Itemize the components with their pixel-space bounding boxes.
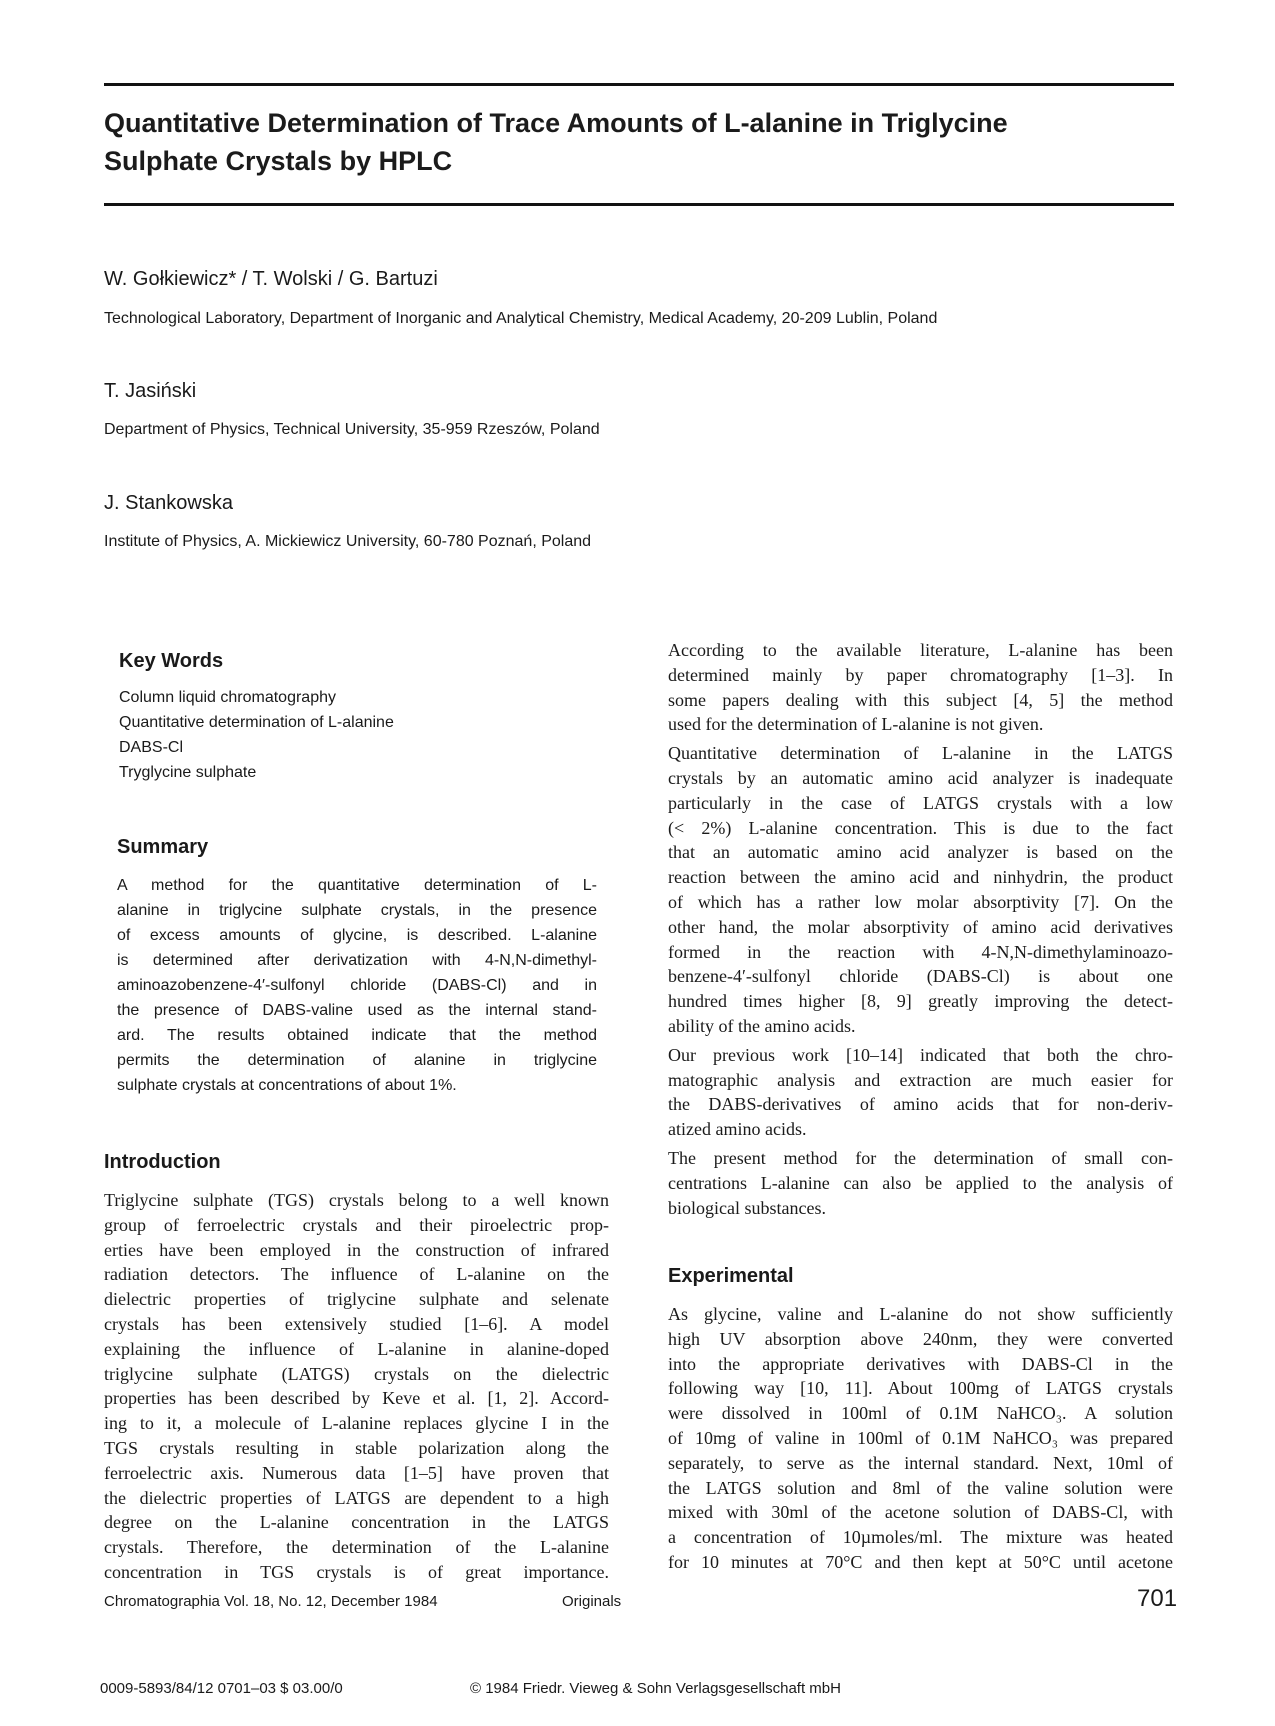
body-line: TGS crystals resulting in stable polarization along the (104, 1437, 609, 1458)
body-line: explaining the influence of L-alanine in alanine-doped (104, 1338, 609, 1359)
body-line: some papers dealing with this subject [4, 5] the method (668, 689, 1173, 710)
body-line: concentration in TGS crystals is of great importance. (104, 1561, 609, 1582)
body-line: ability of the amino acids. (668, 1015, 856, 1036)
body-line: radiation detectors. The influence of L-alanine on the (104, 1264, 609, 1285)
keywords-list (119, 685, 394, 785)
body-line: high UV absorption above 240nm, they were converted (668, 1328, 1173, 1349)
body-line: particularly in the case of LATGS crystals with a low (668, 792, 1173, 813)
body-line: used for the determination of L-alanine is not given. (668, 714, 1044, 735)
paragraph (668, 741, 1173, 1039)
summary-line: A method for the quantitative determination of L- (117, 877, 597, 894)
body-line: benzene-4′-sulfonyl chloride (DABS-Cl) is about one (668, 966, 1173, 987)
footer-section: Originals (562, 1593, 622, 1610)
footer-code: 0009-5893/84/12 0701–03 $ 03.00/0 (100, 1680, 343, 1697)
body-line: matographic analysis and extraction are much easier for (668, 1069, 1173, 1090)
page-number: 701 (1137, 1585, 1178, 1612)
right-column-intro (668, 638, 1173, 1224)
keywords-box (119, 650, 394, 785)
body-line: biological substances. (668, 1197, 826, 1218)
summary-line: is determined after derivatization with 4-N,N-dimethyl- (117, 952, 597, 969)
paragraph (668, 1146, 1173, 1220)
introduction-text (104, 1188, 609, 1585)
body-line: properties has been described by Keve et al. [1, 2]. Accord- (104, 1388, 609, 1409)
body-line: Our previous work [10–14] indicated that both the chro- (668, 1044, 1173, 1065)
paragraph (668, 1043, 1173, 1142)
introduction-section (104, 1151, 609, 1585)
summary-text (117, 873, 597, 1098)
experimental-text (668, 1302, 1173, 1575)
author-names: J. Stankowska (104, 492, 233, 514)
body-line: a concentration of 10µmoles/ml. The mixture was heated (668, 1527, 1173, 1548)
body-line: crystals. Therefore, the determination of the L-alanine (104, 1537, 609, 1558)
body-line: that an automatic amino acid analyzer is based on the (668, 842, 1173, 863)
body-line: Triglycine sulphate (TGS) crystals belong to a well known (104, 1190, 609, 1210)
title-top-rule (104, 83, 1174, 86)
summary-line: ard. The results obtained indicate that the method (117, 1027, 597, 1044)
body-line: (< 2%) L-alanine concentration. This is due to the fact (668, 817, 1173, 838)
body-line: centrations L-alanine can also be applied to the analysis of (668, 1172, 1173, 1193)
body-line: hundred times higher [8, 9] greatly improving the detect- (668, 991, 1173, 1012)
summary-line: aminoazobenzene-4′-sulfonyl chloride (DABS-Cl) and in (117, 977, 597, 994)
body-line: were dissolved in 100ml of 0.1M NaHCO₃. A solution (668, 1403, 1173, 1424)
summary-line: alanine in triglycine sulphate crystals, in the presence (117, 902, 597, 919)
keyword-item: DABS-Cl (119, 739, 184, 756)
keyword-item: Tryglycine sulphate (119, 764, 257, 781)
body-line: following way [10, 11]. About 100mg of LATGS crystals (668, 1378, 1173, 1399)
keyword-item: Column liquid chromatography (119, 689, 336, 706)
body-line: into the appropriate derivatives with DABS-Cl in the (668, 1353, 1173, 1374)
body-line: The present method for the determination of small con- (668, 1147, 1173, 1168)
footer-journal: Chromatographia Vol. 18, No. 12, December 1984 (104, 1593, 438, 1610)
body-line: mixed with 30ml of the acetone solution of DABS-Cl, with (668, 1502, 1173, 1523)
body-line: dielectric properties of triglycine sulphate and selenate (104, 1289, 609, 1310)
body-line: According to the available literature, L-alanine has been (668, 640, 1173, 660)
title-bottom-rule (104, 203, 1174, 206)
body-line: erties have been employed in the construction of infrared (104, 1239, 609, 1260)
body-line: ing to it, a molecule of L-alanine replaces glycine I in the (104, 1413, 609, 1434)
keyword-item: Quantitative determination of L-alanine (119, 714, 394, 731)
summary-line: sulphate crystals at concentrations of about 1%. (117, 1077, 457, 1094)
body-line: for 10 minutes at 70°C and then kept at 50°C until acetone (668, 1551, 1173, 1572)
body-line: the LATGS solution and 8ml of the valine solution were (668, 1477, 1173, 1498)
title-line: Quantitative Determination of Trace Amounts of L-alanine in Triglycine (104, 108, 1008, 138)
body-line: Quantitative determination of L-alanine in the LATGS (668, 743, 1173, 764)
body-line: triglycine sulphate (LATGS) crystals on the dielectric (104, 1363, 609, 1384)
body-line: the dielectric properties of LATGS are dependent to a high (104, 1487, 609, 1508)
introduction-heading: Introduction (104, 1151, 221, 1173)
summary-line: the presence of DABS-valine used as the internal stand- (117, 1002, 597, 1019)
title-line: Sulphate Crystals by HPLC (104, 146, 453, 176)
body-line: of 10mg of valine in 100ml of 0.1M NaHCO₃ was prepared (668, 1427, 1173, 1448)
body-line: formed in the reaction with 4-N,N-dimethylaminoazo- (668, 941, 1173, 962)
body-line: group of ferroelectric crystals and their piroelectric prop- (104, 1214, 609, 1235)
body-line: atized amino acids. (668, 1119, 807, 1140)
body-line: reaction between the amino acid and ninhydrin, the product (668, 867, 1173, 888)
body-line: crystals has been extensively studied [1–6]. A model (104, 1313, 609, 1334)
author-names: T. Jasiński (104, 380, 197, 402)
body-line: of which has a rather low molar absorptivity [7]. On the (668, 891, 1173, 912)
experimental-section (668, 1265, 1173, 1575)
body-line: degree on the L-alanine concentration in the LATGS (104, 1512, 609, 1533)
body-line: As glycine, valine and L-alanine do not show sufficiently (668, 1304, 1173, 1324)
footer-copyright: © 1984 Friedr. Vieweg & Sohn Verlagsgesellschaft mbH (470, 1680, 841, 1697)
summary-box (117, 836, 597, 1098)
author-affiliation: Institute of Physics, A. Mickiewicz University, 60-780 Poznań, Poland (104, 533, 592, 550)
paragraph (668, 638, 1173, 737)
summary-line: of excess amounts of glycine, is described. L-alanine (117, 927, 597, 944)
body-line: the DABS-derivatives of amino acids that for non-deriv- (668, 1094, 1173, 1115)
author-names: W. Gołkiewicz* / T. Wolski / G. Bartuzi (104, 268, 438, 290)
author-affiliation: Department of Physics, Technical University, 35-959 Rzeszów, Poland (104, 421, 600, 438)
experimental-heading: Experimental (668, 1265, 794, 1287)
paper-title (104, 104, 1174, 180)
body-line: determined mainly by paper chromatography [1–3]. In (668, 664, 1173, 685)
body-line: separately, to serve as the internal standard. Next, 10ml of (668, 1452, 1173, 1473)
summary-heading: Summary (117, 836, 209, 858)
body-line: other hand, the molar absorptivity of amino acid derivatives (668, 916, 1173, 937)
body-line: ferroelectric axis. Numerous data [1–5] have proven that (104, 1462, 609, 1483)
author-affiliation: Technological Laboratory, Department of Inorganic and Analytical Chemistry, Medical Academy, 20-209 Lublin, Poland (104, 310, 938, 327)
keywords-heading: Key Words (119, 650, 224, 672)
summary-line: permits the determination of alanine in triglycine (117, 1052, 597, 1069)
body-line: crystals by an automatic amino acid analyzer is inadequate (668, 767, 1173, 788)
